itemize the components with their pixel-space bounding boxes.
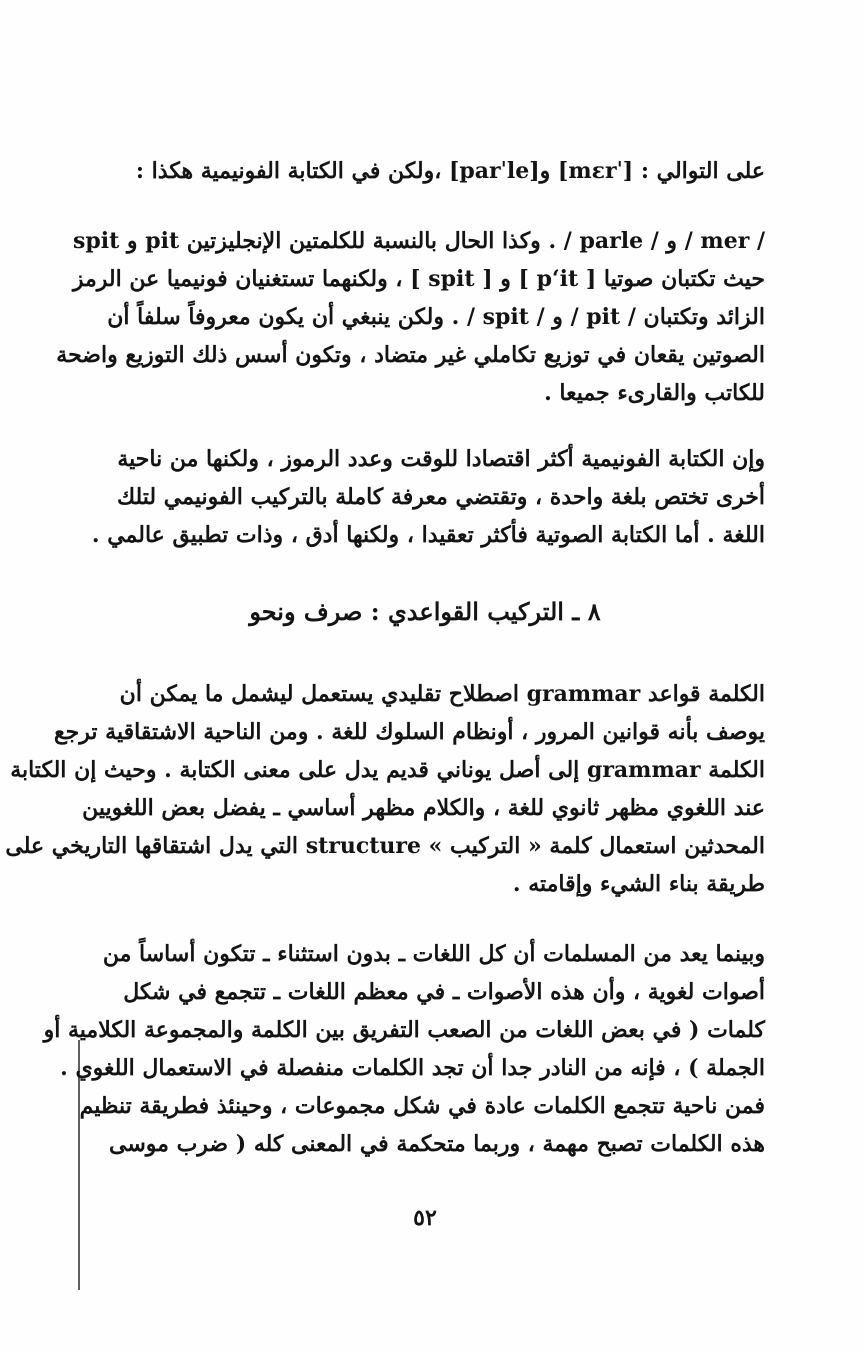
text-line: الكلمة قواعد grammar اصطلاح تقليدي يستعمل ليشمل ما يمكن أن [119, 681, 765, 707]
section-heading: ٨ ـ التركيب القواعدي : صرف ونحو [249, 597, 601, 626]
text-line: وإن الكتابة الفونيمية أكثر اقتصادا للوقت وعدد الرموز ، ولكنها من ناحية [117, 446, 765, 472]
text-line: الجملة ) ، فإنه من النادر جدا أن تجد الكلمات منفصلة في الاستعمال اللغوي . [60, 1055, 765, 1081]
text-line: / mer / و / parle / . وكذا الحال بالنسبة للكلمتين الإنجليزتين pit و spit [72, 228, 765, 254]
text-line: الصوتين يقعان في توزيع تكاملي غير متضاد ، وتكون أسس ذلك التوزيع واضحة [56, 342, 765, 368]
text-line: المحدثين استعمال كلمة « التركيب » structure التي يدل اشتقاقها التاريخي على [5, 833, 765, 859]
text-line: للكاتب والقارىء جميعا . [544, 380, 765, 406]
text-line: أصوات لغوية ، وأن هذه الأصوات ـ في معظم اللغات ـ تتجمع في شكل [123, 979, 765, 1005]
text-line: الكلمة grammar إلى أصل يوناني قديم يدل على معنى الكتابة . وحيث إن الكتابة [10, 757, 765, 783]
text-line: عند اللغوي مظهر ثانوي للغة ، والكلام مظهر أساسي ـ يفضل بعض اللغويين [82, 795, 765, 821]
paragraph-phonemic-vs-phonetic [85, 440, 765, 554]
text-line: حيث تكتبان صوتيا [ pʻit ] و [ spit ] ، ولكنهما تستغنيان فونيميا عن الرمز [72, 266, 765, 292]
paragraph-grammar-definition [5, 675, 765, 903]
paragraph-phonemic-transcription [85, 152, 765, 190]
text-line: وبينما يعد من المسلمات أن كل اللغات ـ بدون استثناء ـ تتكون أساساً من [102, 941, 765, 967]
page-number: ٥٢ [413, 1205, 437, 1231]
text-line: اللغة . أما الكتابة الصوتية فأكثر تعقيدا ، ولكنها أدق ، وذات تطبيق عالمي . [91, 522, 765, 548]
text-line: أخرى تختص بلغة واحدة ، وتقتضي معرفة كاملة بالتركيب الفونيمي لتلك [116, 484, 765, 510]
text-line: طريقة بناء الشيء وإقامته . [512, 871, 765, 897]
text-line: الزائد وتكتبان / pit / و / spit / . ولكن ينبغي أن يكون معروفاً سلفاً أن [107, 304, 765, 330]
text-line: هذه الكلمات تصبح مهمة ، وربما متحكمة في المعنى كله ( ضرب موسى [108, 1131, 765, 1157]
text-line: يوصف بأنه قوانين المرور ، أونظام السلوك للغة . ومن الناحية الاشتقاقية ترجع [53, 719, 765, 745]
text-line: على التوالي : [ˈmɛr] و[parˈle] ،ولكن في الكتابة الفونيمية هكذا : [135, 158, 765, 184]
text-line: فمن ناحية تتجمع الكلمات عادة في شكل مجموعات ، وحينئذ فطريقة تنظيم [79, 1093, 765, 1119]
text-line: كلمات ( في بعض اللغات من الصعب التفريق بين الكلمة والمجموعة الكلامية أو [43, 1017, 765, 1043]
paragraph-pit-spit-example [56, 222, 765, 412]
paragraph-words-grouping [43, 935, 765, 1163]
